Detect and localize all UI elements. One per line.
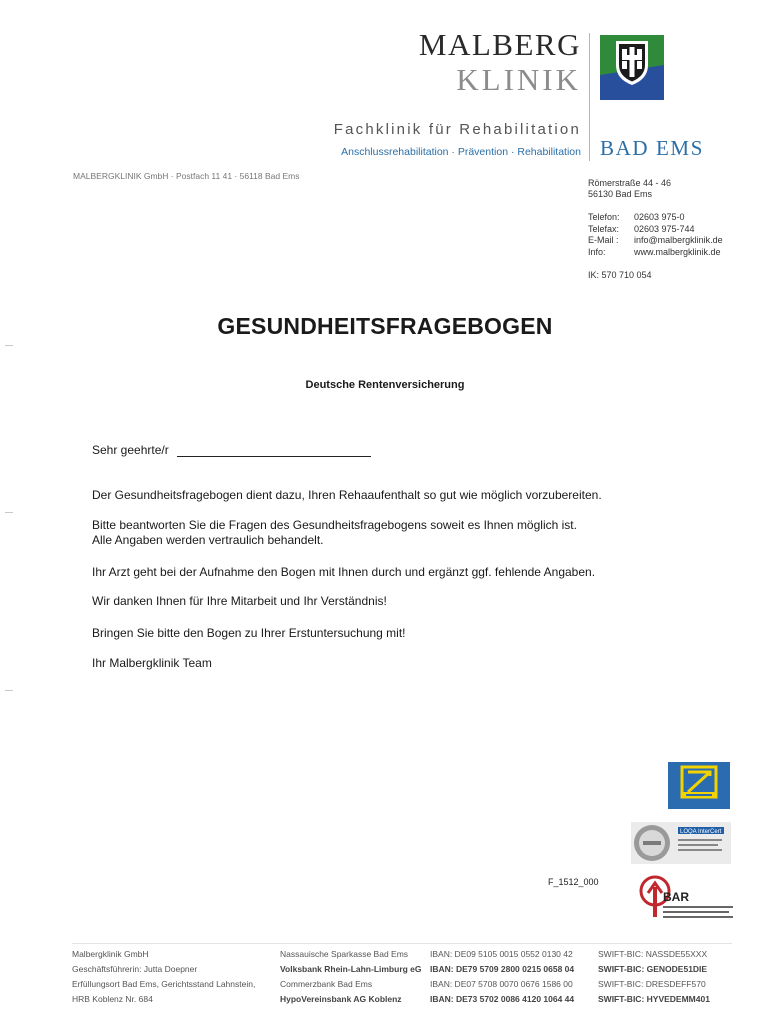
contact-row-web: Info: www.malbergklinik.de bbox=[588, 246, 721, 257]
paragraph-instructions: Bitte beantworten Sie die Fragen des Gesundheitsfragebogens soweit es Ihnen möglich ist. bbox=[92, 518, 577, 532]
logo-divider bbox=[589, 33, 590, 161]
paragraph-confidential: Alle Angaben werden vertraulich behandelt. bbox=[92, 533, 324, 547]
ik-number: IK: 570 710 054 bbox=[588, 270, 652, 280]
hole-mark bbox=[5, 690, 13, 691]
footer-banks: Nassauische Sparkasse Bad Ems Volksbank Rhein-Lahn-Limburg eG Commerzbank Bad Ems HypoVereinsbank AG Koblenz bbox=[280, 949, 422, 1004]
logo-name-klinik: KLINIK bbox=[456, 62, 581, 97]
recipient-name-field[interactable] bbox=[177, 444, 371, 457]
contact-row-phone: Telefon: 02603 975-0 bbox=[588, 212, 685, 222]
paragraph-signoff: Ihr Malbergklinik Team bbox=[92, 656, 212, 670]
page-subtitle: Deutsche Rentenversicherung bbox=[305, 379, 465, 391]
logo-name-malberg: MALBERG bbox=[418, 27, 581, 62]
contact-list bbox=[588, 212, 723, 258]
paragraph-thanks: Wir danken Ihnen für Ihre Mitarbeit und Ihr Verständnis! bbox=[92, 594, 387, 608]
paragraph-intro: Der Gesundheitsfragebogen dient dazu, Ihren Rehaaufenthalt so gut wie möglich vorzubereiten. bbox=[92, 488, 602, 502]
salutation bbox=[92, 443, 371, 457]
address-city: 56130 Bad Ems bbox=[588, 189, 653, 199]
fold-mark bbox=[5, 345, 13, 346]
form-code: F_1512_000 bbox=[548, 877, 599, 887]
sender-line: MALBERGKLINIK GmbH · Postfach 11 41 · 56118 Bad Ems bbox=[73, 171, 300, 181]
clinic-crest-icon bbox=[600, 35, 664, 100]
footer-company: Malbergklinik GmbH Geschäftsführerin: Jutta Doepner Erfüllungsort Bad Ems, Gerichtsstand Lahnstein, HRB Koblenz Nr. 684 bbox=[72, 949, 256, 1004]
bar-label: BAR bbox=[663, 890, 689, 904]
footer-bics: SWIFT-BIC: NASSDE55XXX SWIFT-BIC: GENODE51DIE SWIFT-BIC: DRESDEFF570 SWIFT-BIC: HYVEDEMM401 bbox=[598, 949, 710, 1004]
logo-location: BAD EMS bbox=[600, 136, 704, 160]
logo-services: Anschlussrehabilitation · Prävention · Rehabilitation bbox=[341, 146, 581, 158]
salutation-label: Sehr geehrte/r bbox=[92, 443, 169, 457]
tuv-certificate-icon bbox=[668, 762, 730, 809]
footer-ibans: IBAN: DE09 5105 0015 0552 0130 42 IBAN: DE79 5709 2800 0215 0658 04 IBAN: DE07 5708 0070 0676 1586 00 IBAN: DE73 5702 0086 4120 1064 44 bbox=[430, 949, 575, 1004]
contact-row-fax: Telefax: 02603 975-744 bbox=[588, 223, 695, 234]
address-street: Römerstraße 44 - 46 bbox=[588, 178, 672, 188]
paragraph-doctor: Ihr Arzt geht bei der Aufnahme den Bogen mit Ihnen durch und ergänzt ggf. fehlende Angaben. bbox=[92, 565, 596, 579]
logo-tagline: Fachklinik für Rehabilitation bbox=[333, 121, 581, 138]
page-title: GESUNDHEITSFRAGEBOGEN bbox=[217, 313, 553, 339]
bar-certificate-icon bbox=[639, 875, 737, 923]
paragraph-bring: Bringen Sie bitte den Bogen zu Ihrer Erstuntersuchung mit! bbox=[92, 626, 406, 640]
fold-mark bbox=[5, 512, 13, 513]
loqa-label: LOQA InterCert bbox=[680, 829, 722, 835]
loqa-intercert-icon bbox=[631, 822, 731, 864]
footer-divider bbox=[72, 943, 732, 944]
contact-row-email: E-Mail : info@malbergklinik.de bbox=[588, 235, 723, 245]
